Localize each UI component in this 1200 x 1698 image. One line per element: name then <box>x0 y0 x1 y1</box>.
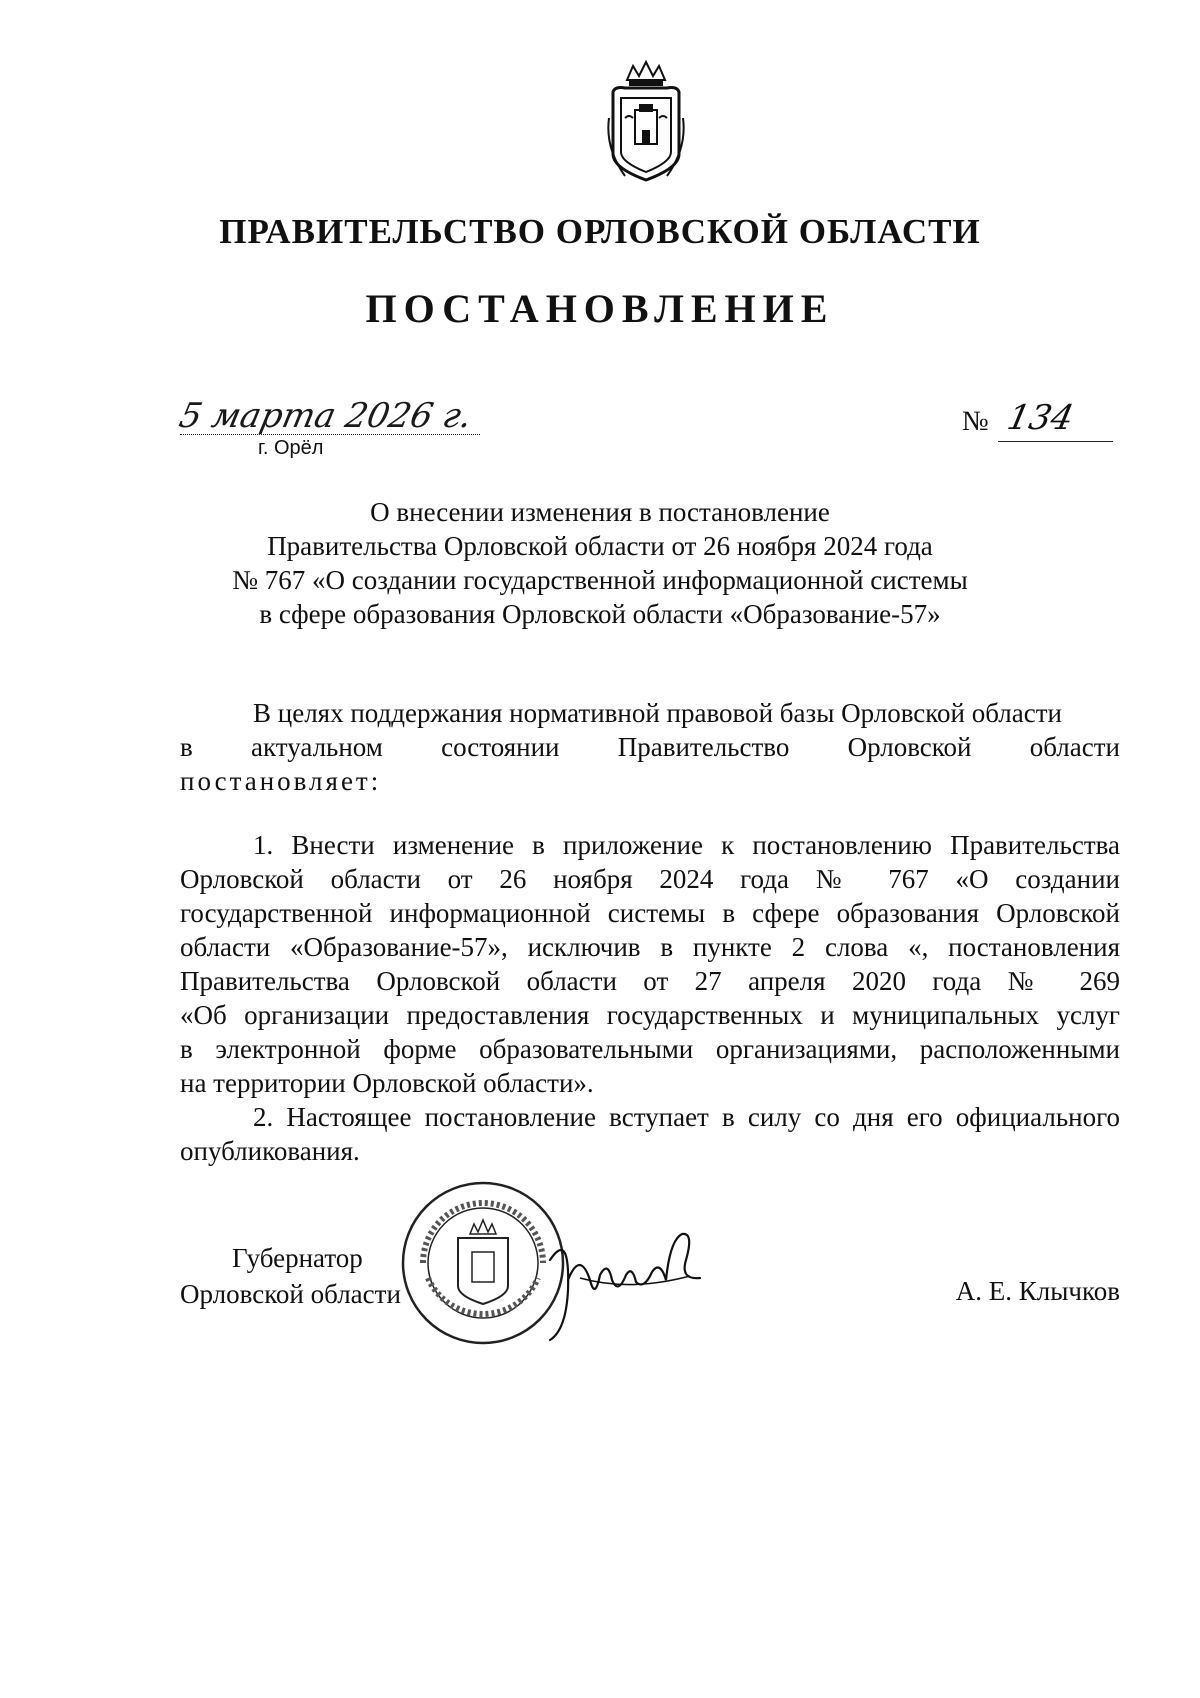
preamble-paragraph <box>180 696 1120 798</box>
paragraph-line: опубликования. <box>180 1136 360 1166</box>
date-underline <box>180 434 480 435</box>
paragraph-line: области «Образование-57», исключив в пункте 2 слова «, постановления <box>180 932 1120 962</box>
paragraph-line: в электронной форме образовательными организациями, расположенными <box>180 1034 1120 1064</box>
document-subject <box>0 495 1200 631</box>
item-2-paragraph <box>180 1100 1120 1168</box>
paragraph-line: Правительства Орловской области от 27 апреля 2020 года № 269 <box>180 966 1120 996</box>
paragraph-line: на территории Орловской области». <box>180 1068 594 1098</box>
paragraph-line: постановляет: <box>180 766 382 796</box>
subject-line: № 767 «О создании государственной информационной системы <box>232 565 968 595</box>
item-1-paragraph <box>180 828 1120 1100</box>
signatory-position <box>180 1240 401 1312</box>
subject-line: Правительства Орловской области от 26 ноября 2024 года <box>267 531 933 561</box>
handwritten-number: 134 <box>1003 398 1078 438</box>
city-label: г. Орёл <box>258 437 324 459</box>
organization-title: ПРАВИТЕЛЬСТВО ОРЛОВСКОЙ ОБЛАСТИ <box>219 212 981 251</box>
handwritten-date: 5 марта 2026 г. <box>175 396 476 436</box>
paragraph-line: 1. Внести изменение в приложение к постановлению Правительства <box>253 830 1120 860</box>
paragraph-line: В целях поддержания нормативной правовой базы Орловской области <box>253 698 1062 728</box>
handwritten-signature <box>540 1220 710 1350</box>
paragraph-line: 2. Настоящее постановление вступает в силу со дня его официального <box>253 1102 1120 1132</box>
position-line: Губернатор <box>232 1243 363 1273</box>
subject-line: в сфере образования Орловской области «Образование-57» <box>259 599 941 629</box>
paragraph-line: Орловской области от 26 ноября 2024 года № 767 «О создании <box>180 864 1120 894</box>
coat-of-arms-icon <box>605 58 687 188</box>
subject-line: О внесении изменения в постановление <box>370 497 830 527</box>
paragraph-line: «Об организации предоставления государственных и муниципальных услуг <box>180 1000 1120 1030</box>
position-line: Орловской области <box>180 1279 401 1309</box>
number-sign: № <box>962 406 989 437</box>
signatory-name: А. Е. Клычков <box>955 1276 1120 1306</box>
document-kind-title: ПОСТАНОВЛЕНИЕ <box>365 286 835 331</box>
number-underline <box>998 441 1113 442</box>
paragraph-line: в актуальном состоянии Правительство Орловской области <box>180 732 1120 762</box>
paragraph-line: государственной информационной системы в сфере образования Орловской <box>180 898 1120 928</box>
